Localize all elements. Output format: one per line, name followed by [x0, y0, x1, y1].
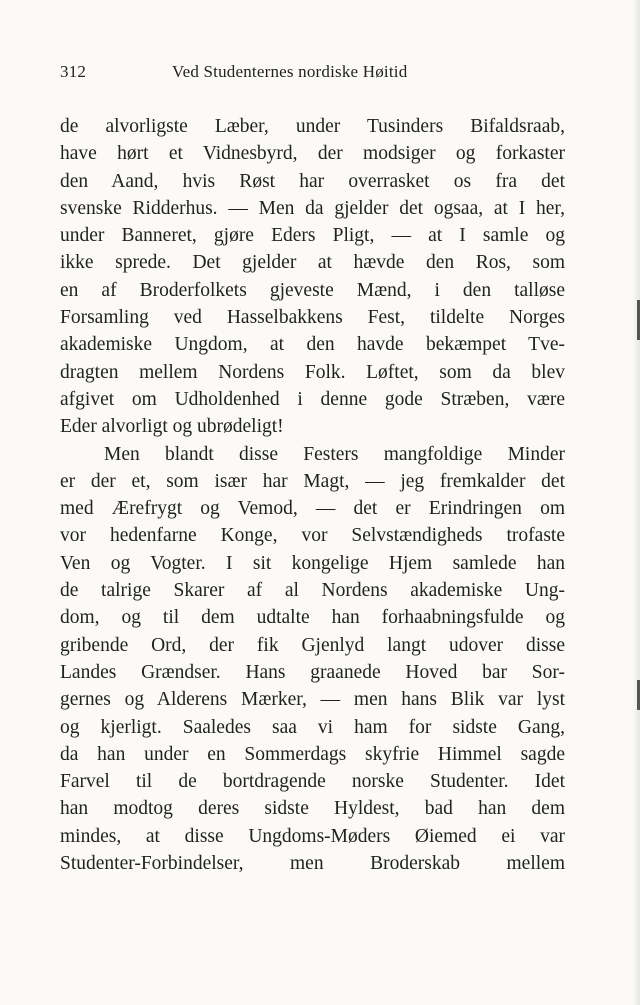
text-line: akademiske Ungdom, at den havde bekæmpet Tve-: [60, 334, 565, 356]
text-line: Men blandt disse Festers mangfoldige Minder: [104, 443, 565, 465]
text-line: Ven og Vogter. I sit kongelige Hjem samlede han: [60, 552, 565, 574]
text-line: Studenter-Forbindelser, men Broderskab mellem: [60, 853, 565, 875]
text-line: Landes Grændser. Hans graanede Hoved bar Sor-: [60, 661, 565, 683]
text-line: vor hedenfarne Konge, vor Selvstændigheds trofaste: [60, 525, 565, 547]
text-line: mindes, at disse Ungdoms-Møders Øiemed ei var: [60, 825, 565, 847]
page-edge-shadow: [632, 0, 640, 1005]
text-line: dom, og til dem udtalte han forhaabningsfulde og: [60, 607, 565, 629]
text-line: den Aand, hvis Røst har overrasket os fra det: [60, 170, 565, 192]
text-line: Forsamling ved Hasselbakkens Fest, tildelte Norges: [60, 307, 565, 329]
text-line: med Ærefrygt og Vemod, — det er Erindringen om: [60, 498, 565, 520]
text-line: de talrige Skarer af al Nordens akademiske Ung-: [60, 580, 565, 602]
text-line: de alvorligste Læber, under Tusinders Bifaldsraab,: [60, 116, 565, 137]
text-line: en af Broderfolkets gjeveste Mænd, i den talløse: [60, 279, 565, 301]
text-line: gribende Ord, der fik Gjenlyd langt udover disse: [60, 634, 565, 656]
text-line: svenske Ridderhus. — Men da gjelder det ogsaa, at I her,: [60, 197, 565, 219]
text-line: er der et, som især har Magt, — jeg fremkalder det: [60, 470, 565, 492]
running-title: Ved Studenternes nordiske Høitid: [172, 62, 408, 81]
text-line: og kjerligt. Saaledes saa vi ham for sidste Gang,: [60, 716, 565, 738]
text-line: han modtog deres sidste Hyldest, bad han dem: [60, 798, 565, 820]
text-line: gernes og Alderens Mærker, — men hans Blik var lyst: [60, 689, 565, 711]
text-line: da han under en Sommerdags skyfrie Himmel sagde: [60, 743, 565, 765]
text-line: ikke sprede. Det gjelder at hævde den Ros, som: [60, 252, 565, 274]
text-line: afgivet om Udholdenhed i denne gode Stræben, være: [60, 388, 565, 410]
text-line: under Banneret, gjøre Eders Pligt, — at I samle og: [60, 225, 565, 247]
running-header: [60, 62, 570, 86]
text-line: Eder alvorligt og ubrødeligt!: [60, 416, 284, 438]
text-line: have hørt et Vidnesbyrd, der modsiger og forkaster: [60, 143, 565, 165]
text-line: dragten mellem Nordens Folk. Løftet, som da blev: [60, 361, 565, 383]
page-number: 312: [60, 62, 87, 81]
body-text: [60, 113, 565, 877]
text-line: Farvel til de bortdragende norske Studenter. Idet: [60, 771, 565, 793]
